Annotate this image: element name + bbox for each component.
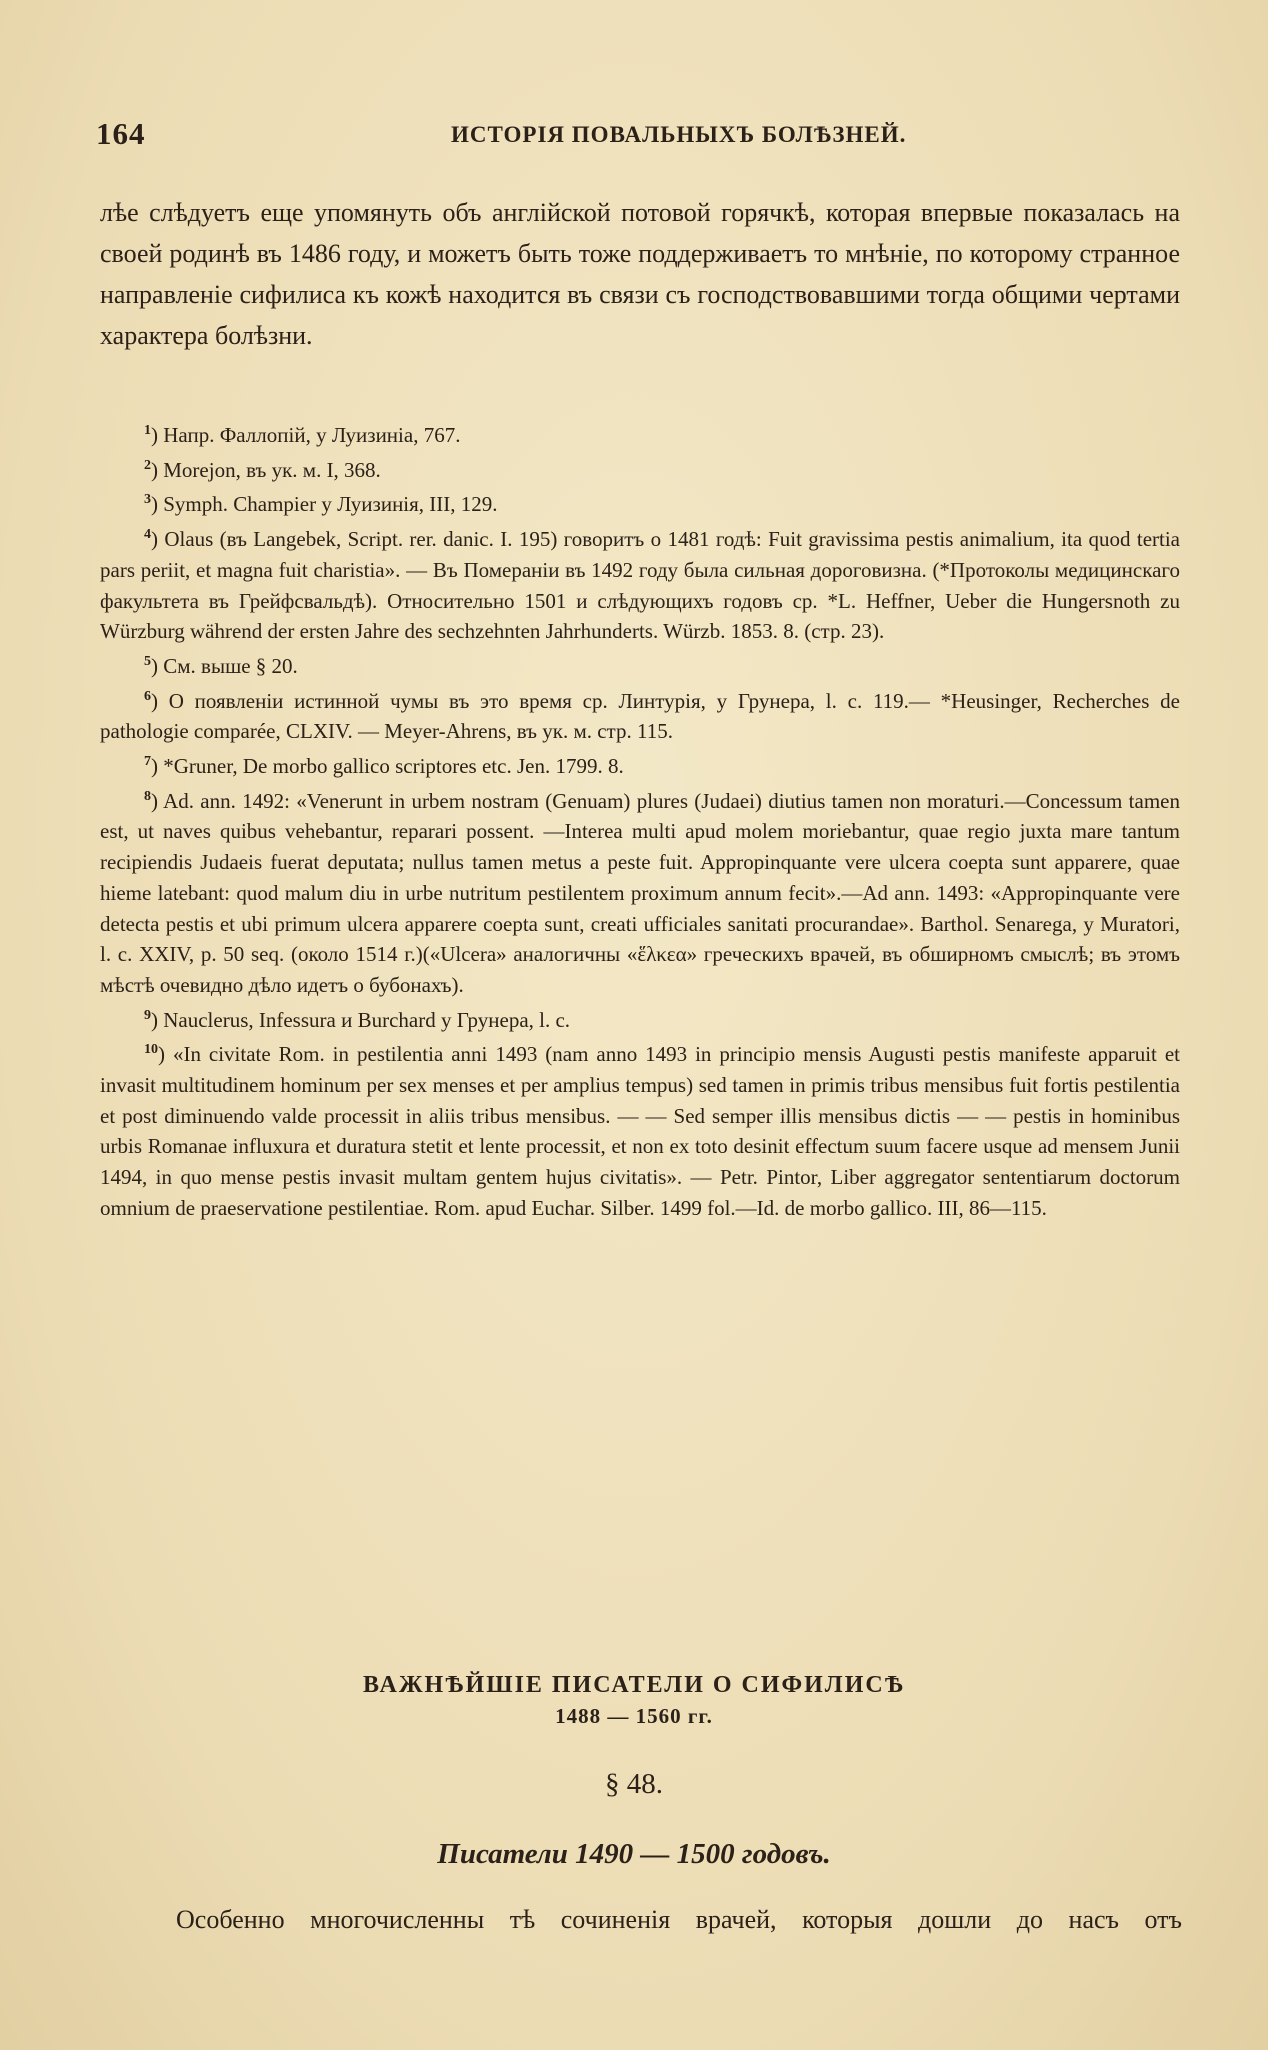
footnote-text: Olaus (въ Langebek, Script. rer. danic. I. 195) говоритъ о 1481 годѣ: Fuit gravissima pestis animalium, ita quod tertia pars periit, et magna fuit charistia». — Въ Померaніи въ 1492 году была сильная дороговизна. (*Протоколы медицинскаго факультета въ Грейфсвальдѣ). Относительно 1501 и слѣдующихъ годовъ ср. *L. Heffner, Ueber die Hungersnoth zu Würzburg während der ersten Jahre des sechzehnten Jahrhunderts. Würzb. 1853. 8. (стр. 23). bbox=[100, 527, 1180, 644]
footnote-marker: 9 bbox=[144, 1007, 151, 1023]
footnote-text: Symph. Champier у Луизинія, III, 129. bbox=[163, 492, 498, 517]
footnote-7: $^7$) *Gruner, De morbo gallico scriptores etc. Jen. 1799. 8. bbox=[144, 754, 624, 779]
footnote-4: $^4$) Olaus (въ Langebek, Script. rer. danic. I. 195) говоритъ о 1481 годѣ: Fuit gravissima pestis animalium, ita quod tertia pars periit, et magna fuit charistia». — Въ Померaніи въ 1492 году была сильная дороговизна. (*Протоколы медицинскаго факультета въ Грейфсвальдѣ). Относительно 1501 и слѣдующихъ годовъ ср. *L. Heffner, Ueber die Hungersnoth zu Würzburg während der ersten Jahre des sechzehnten Jahrhunderts. Würzb. 1853. 8. (стр. 23). bbox=[100, 527, 1180, 644]
footnote-marker: 2 bbox=[144, 457, 151, 473]
subsection-title: Писатели 1490 — 1500 годовъ. bbox=[437, 1838, 831, 1870]
footnote-marker: 5 bbox=[144, 653, 151, 669]
footnotes bbox=[100, 416, 1180, 1224]
footnote-8: $^8$) Ad. ann. 1492: «Venerunt in urbem nostram (Genuam) plures (Judaei) diutius tamen non moraturi.—Concessum tamen est, ut naves quibus vehebantur, reparari possent. —Interea multi apud molem moriebantur, quae regio juxta mare tantum recipiendis Judaeis fuerat deputata; nullus tamen metus a peste fuit. Appropinquante vere ulcera coepta sunt apparere, quae hieme latebant: quod malum diu in urbe nutritum pestilentem proximum annum fecit».—Ad ann. 1493: «Appropinquante vere detecta pestis et ubi primum ulcera apparere coepta sunt, creati ufficiales sanitati procurandae». Barthol. Senarega, у Muratori, l. c. XXIV, p. 50 seq. (около 1514 г.)(«Ulcera» аналогичны «ἕλκεα» греческихъ врачей, въ обширномъ смыслѣ; въ этомъ мѣстѣ очевидно дѣло идетъ о бубонахъ). bbox=[100, 788, 1180, 997]
footnote-marker: 10 bbox=[144, 1042, 158, 1058]
footnote-marker: 1 bbox=[144, 423, 151, 438]
footnote-text: *Gruner, De morbo gallico scriptores etc. Jen. 1799. 8. bbox=[163, 754, 624, 779]
footnote-text: Ad. ann. 1492: «Venerunt in urbem nostram (Genuam) plures (Judaei) diutius tamen non moraturi.—Concessum tamen est, ut naves quibus vehebantur, reparari possent. —Interea multi apud molem moriebantur, quae regio juxta mare tantum recipiendis Judaeis fuerat deputata; nullus tamen metus a peste fuit. Appropinquante vere ulcera coepta sunt apparere, quae hieme latebant: quod malum diu in urbe nutritum pestilentem proximum annum fecit».—Ad ann. 1493: «Appropinquante vere detecta pestis et ubi primum ulcera apparere coepta sunt, creati ufficiales sanitati procurandae». Barthol. Senarega, у Muratori, l. c. XXIV, p. 50 seq. (около 1514 г.)(«Ulcera» аналогичны «ἕλκεα» греческихъ врачей, въ обширномъ смыслѣ; въ этомъ мѣстѣ очевидно дѣло идетъ о бубонахъ). bbox=[100, 788, 1180, 997]
footnote-9: $^9$) Nauclerus, Infessura и Burchard у Грунера, l. c. bbox=[144, 1007, 571, 1032]
footnote-marker: 7 bbox=[144, 754, 151, 770]
footnote-text: О появленіи истинной чумы въ это время ср. Линтурія, у Грунера, l. c. 119.— *Heusinger, Recherches de pathologie comparée, CLXIV. — Meyer-Ahrens, въ ук. м. стр. 115. bbox=[100, 688, 1180, 744]
page-number: 164 bbox=[96, 116, 146, 151]
section-first-line: Особенно многочисленны тѣ сочиненія врачей, которыя дошли до насъ отъ bbox=[176, 1905, 1182, 1934]
footnote-2: $^2$) Morejon, въ ук. м. I, 368. bbox=[144, 457, 381, 482]
footnote-text: См. выше § 20. bbox=[163, 653, 298, 678]
footnote-marker: 4 bbox=[144, 527, 151, 543]
footnote-text: Morejon, въ ук. м. I, 368. bbox=[163, 457, 381, 482]
footnote-5: $^5$) См. выше § 20. bbox=[144, 653, 298, 678]
footnote-3: $^3$) Symph. Champier у Луизинія, III, 129. bbox=[144, 492, 498, 517]
footnote-6: $^6$) О появленіи истинной чумы въ это время ср. Линтурія, у Грунера, l. c. 119.— *Heusinger, Recherches de pathologie comparée, CLXIV. — Meyer-Ahrens, въ ук. м. стр. 115. bbox=[100, 688, 1180, 744]
page-header bbox=[96, 116, 1178, 156]
footnote-marker: 6 bbox=[144, 688, 151, 704]
footnote-text: Напр. Фаллопій, у Луизиніа, 767. bbox=[163, 423, 461, 447]
body-paragraph bbox=[100, 192, 1180, 356]
footnote-10: $^{10}$) «In civitate Rom. in pestilentia anni 1493 (nam anno 1493 in principio mensis Augusti pestis manifeste apparuit et invasit multitudinem hominum per sex menses et per amplius tempus) sed tamen in primis tribus mensibus fuit fortis pestilentia et post diminuendo valde processit in aliis tribus mensibus. — — Sed semper illis mensibus dictis — — pestis in hominibus urbis Romanae influxura et duratura stetit et lente processit, et non ex toto desinit effectum suum facere usque ad mensem Junii 1494, in quo mense pestis invasit multam gentem hujus civitatis». — Petr. Pintor, Liber aggregator sententiarum doctorum omnium de praeservatione pestilentiae. Rom. apud Euchar. Silber. 1499 fol.—Id. de morbo gallico. III, 86—115. bbox=[100, 1042, 1180, 1220]
footnote-1: $^1$) Напр. Фаллопій, у Луизиніа, 767. bbox=[144, 423, 461, 447]
footnote-marker: 8 bbox=[144, 788, 151, 804]
footnote-text: «In civitate Rom. in pestilentia anni 1493 (nam anno 1493 in principio mensis Augusti pestis manifeste apparuit et invasit multitudinem hominum per sex menses et per amplius tempus) sed tamen in primis tribus mensibus fuit fortis pestilentia et post diminuendo valde processit in aliis tribus mensibus. — — Sed semper illis mensibus dictis — — pestis in hominibus urbis Romanae influxura et duratura stetit et lente processit, et non ex toto desinit effectum suum facere usque ad mensem Junii 1494, in quo mense pestis invasit multam gentem hujus civitatis». — Petr. Pintor, Liber aggregator sententiarum doctorum omnium de praeservatione pestilentiae. Rom. apud Euchar. Silber. 1499 fol.—Id. de morbo gallico. III, 86—115. bbox=[100, 1042, 1180, 1220]
footnote-text: Nauclerus, Infessura и Burchard у Грунера, l. c. bbox=[163, 1007, 571, 1032]
section-heading: ВАЖНѢЙШІЕ ПИСАТЕЛИ О СИФИЛИСѢ bbox=[362, 1672, 906, 1698]
section-number: § 48. bbox=[605, 1768, 663, 1800]
body-text: лѣе слѣдуетъ еще упомянуть объ англійской потовой горячкѣ, которая впервые показалась на своей родинѣ въ 1486 году, и можетъ быть тоже поддерживаетъ то мнѣніе, по которому странное направленіе сифилиса къ кожѣ находится въ связи съ господствовавшими тогда общими чертами характера болѣзни. bbox=[100, 198, 1180, 350]
running-title: ИСТОРІЯ ПОВАЛЬНЫХЪ БОЛѢЗНЕЙ. bbox=[451, 122, 907, 147]
footnote-marker: 3 bbox=[144, 492, 151, 508]
section-years: 1488 — 1560 гг. bbox=[555, 1704, 713, 1728]
